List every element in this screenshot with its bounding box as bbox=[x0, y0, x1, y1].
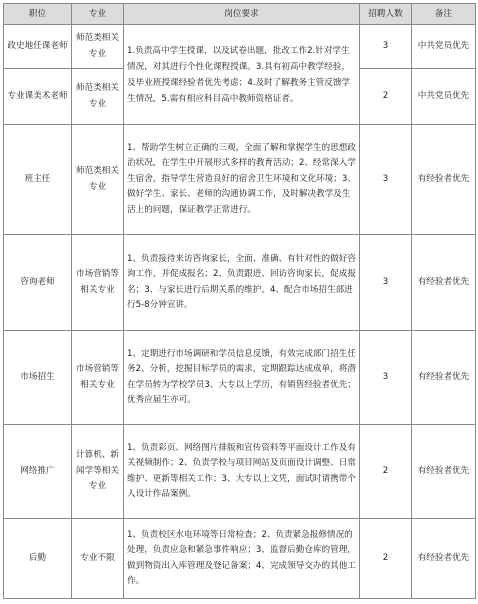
cell-position: 网络推广 bbox=[4, 425, 72, 519]
cell-position: 咨询老师 bbox=[4, 235, 72, 331]
cell-notes: 有经验者优先 bbox=[412, 235, 476, 331]
cell-major: 专业不限 bbox=[72, 519, 124, 599]
cell-count: 2 bbox=[360, 425, 412, 519]
cell-position: 专业课美术老师 bbox=[4, 69, 72, 125]
cell-requirements-merged bbox=[124, 25, 360, 125]
cell-major: 师范类相关专业 bbox=[72, 69, 124, 125]
requirements-text: 1.负责高中学生授课，以及试卷出题，批改工作2.针对学生情况，对其进行个性化课程授课。3.具有初高中教学经验，及毕业班授课经验者优先考虑；4.及时了解教务主管反馈学生情况，5.需有相应科目高中教师资格证者。 bbox=[127, 45, 351, 104]
cell-position: 市场招生 bbox=[4, 331, 72, 425]
table-row bbox=[4, 425, 476, 519]
cell-major: 市场营销等相关专业 bbox=[72, 235, 124, 331]
cell-count: 2 bbox=[360, 519, 412, 599]
table-row bbox=[4, 25, 476, 69]
header-row bbox=[4, 4, 476, 25]
cell-position: 班主任 bbox=[4, 125, 72, 235]
recruitment-table bbox=[3, 3, 476, 599]
cell-major: 师范类相关专业 bbox=[72, 25, 124, 69]
cell-count: 2 bbox=[360, 69, 412, 125]
header-notes: 备注 bbox=[412, 4, 476, 25]
cell-count: 3 bbox=[360, 125, 412, 235]
table-row bbox=[4, 235, 476, 331]
cell-major: 市场营销等相关专业 bbox=[72, 331, 124, 425]
cell-major: 计算机、新闻学等相关专业 bbox=[72, 425, 124, 519]
cell-notes: 有经验者优先 bbox=[412, 331, 476, 425]
header-requirements: 岗位要求 bbox=[124, 4, 360, 25]
cell-requirements: 1、定期进行市场调研和学员信息反馈，有效完成部门招生任务2、分析，挖掘目标学员的需求，定期跟踪达成成单，将潜在学员转为学校学员3、大专以上学历，有销售经验者优先；优秀应届生亦可。 bbox=[124, 331, 360, 425]
cell-count: 3 bbox=[360, 331, 412, 425]
header-count: 招聘人数 bbox=[360, 4, 412, 25]
cell-requirements: 1、负责接待来访咨询家长，全面、准确、有针对性的做好咨询工作，并促成报名；2、负责跟进、回访咨询家长，促成报名；3、与家长进行后期关系的维护。4、配合市场招生部进行5-8分钟宣讲。 bbox=[124, 235, 360, 331]
cell-notes: 有经验者优先 bbox=[412, 125, 476, 235]
cell-position: 政史地任课老师 bbox=[4, 25, 72, 69]
cell-requirements: 1、帮助学生树立正确的三观，全面了解和掌握学生的思想政治状况，在学生中开展形式多样的教育活动；2、经常深入学生宿舍，指导学生营造良好的宿舍卫生环境和文化环境；3、做好学生、家长、老师的沟通协调工作，及时解决教学及生活上的问题，保证教学正常进行。 bbox=[124, 125, 360, 235]
cell-count: 3 bbox=[360, 25, 412, 69]
cell-notes: 有经验者优先 bbox=[412, 519, 476, 599]
header-position: 职位 bbox=[4, 4, 72, 25]
table-row bbox=[4, 331, 476, 425]
table-row bbox=[4, 519, 476, 599]
cell-count: 3 bbox=[360, 235, 412, 331]
header-major: 专业 bbox=[72, 4, 124, 25]
cell-requirements: 1、负责校区水电环境等日常检查；2、负责紧急报修情况的处理，负责应急和紧急事件响应；3、监督后勤仓库的管理，做到物资出入库管理及登记备案；4、完成领导交办的其他工作。 bbox=[124, 519, 360, 599]
cell-position: 后勤 bbox=[4, 519, 72, 599]
cell-major: 师范类相关专业 bbox=[72, 125, 124, 235]
cell-notes: 中共党员优先 bbox=[412, 69, 476, 125]
cell-requirements: 1、负责彩页、网络图片排版和宣传资料等平面设计工作及有关视频制作；2、负责学校与项目网站及页面设计调整、日常维护、更新等相关工作；3、大专以上文凭，面试时请携带个人设计作品案例。 bbox=[124, 425, 360, 519]
table-row bbox=[4, 125, 476, 235]
cell-notes: 有经验者优先 bbox=[412, 425, 476, 519]
cell-notes: 中共党员优先 bbox=[412, 25, 476, 69]
